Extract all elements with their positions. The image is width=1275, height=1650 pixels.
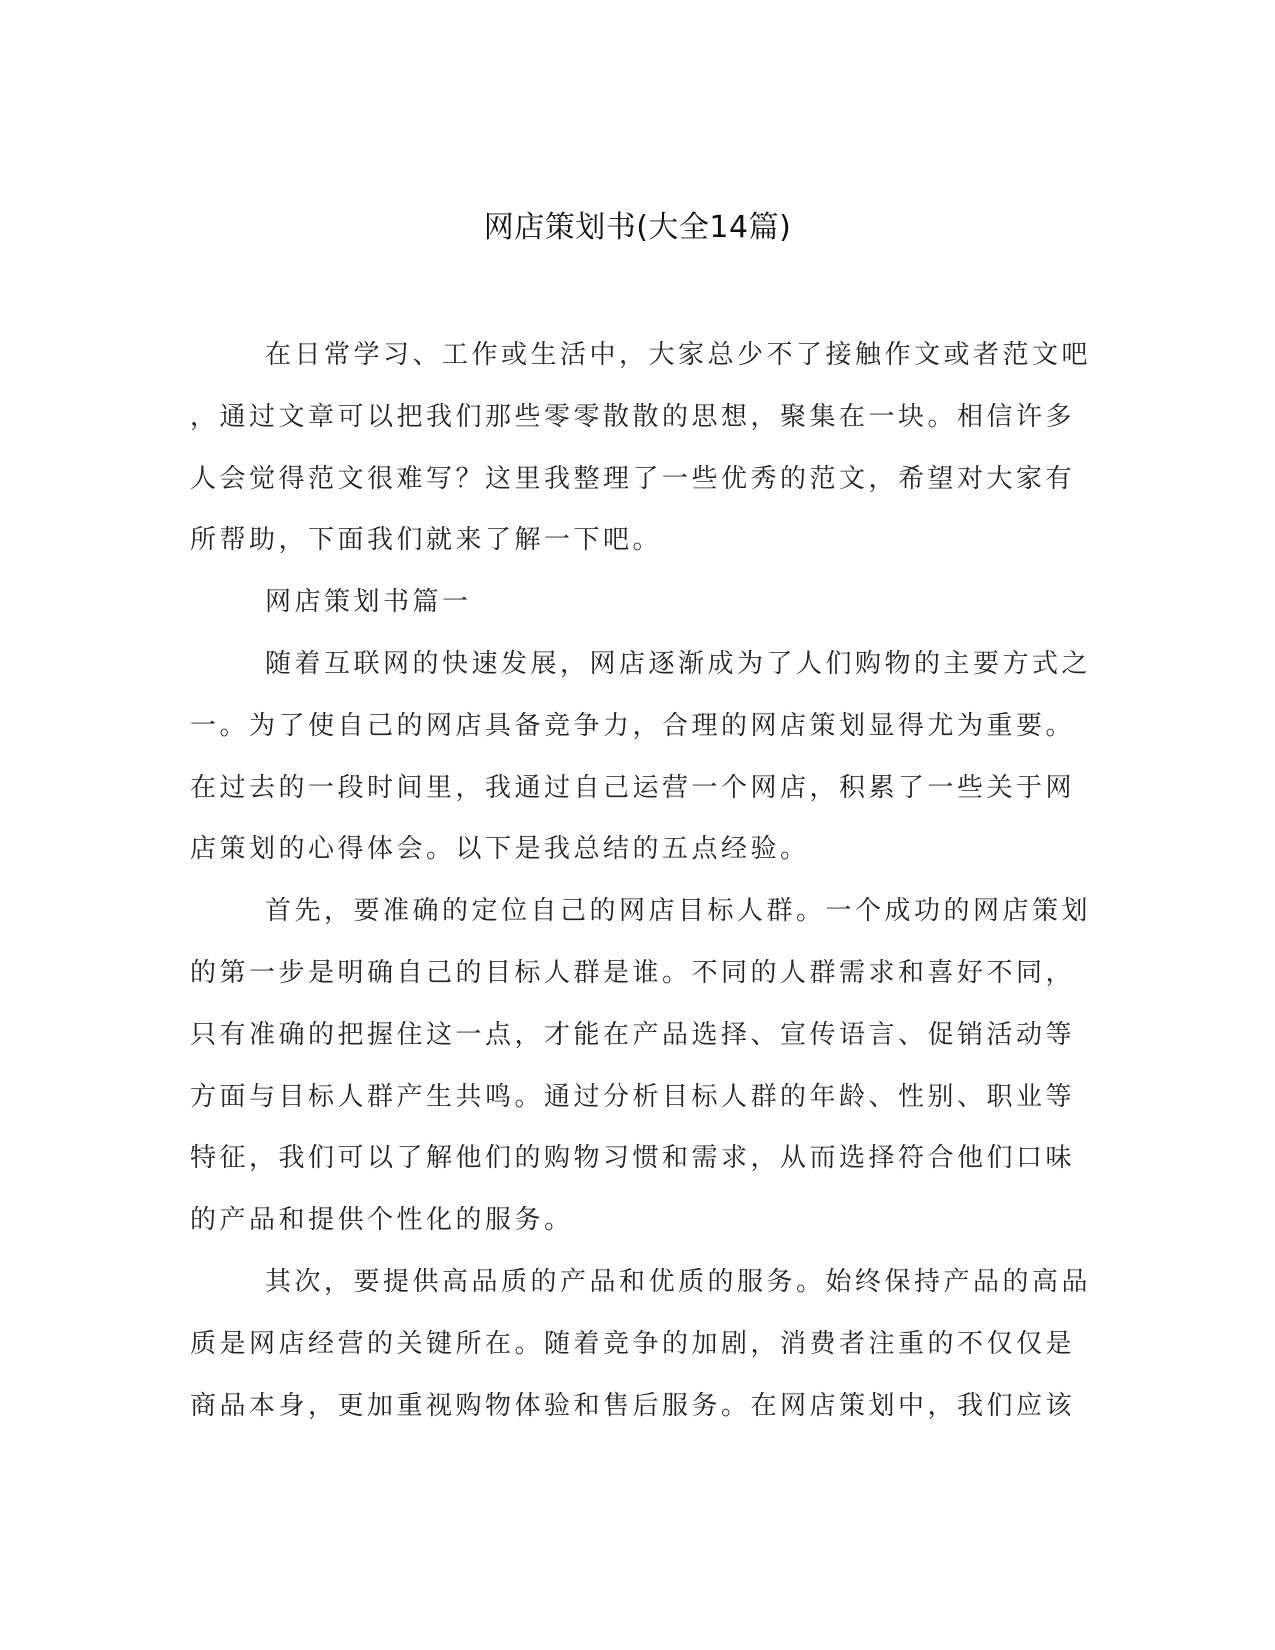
- text-line: 所帮助，下面我们就来了解一下吧。: [190, 525, 663, 556]
- text-line: ，通过文章可以把我们那些零零散散的思想，聚集在一块。相信许多: [190, 401, 1076, 432]
- text-line: 在日常学习、工作或生活中，大家总少不了接触作文或者范文吧: [265, 340, 1092, 370]
- text-line: 其次，要提供高品质的产品和优质的服务。始终保持产品的高品: [265, 1266, 1092, 1297]
- text-line: 人会觉得范文很难写？这里我整理了一些优秀的范文，希望对大家有: [190, 463, 1076, 494]
- document-title: 网店策划书(大全14篇): [483, 210, 792, 245]
- text-line: 方面与目标人群产生共鸣。通过分析目标人群的年龄、性别、职业等: [190, 1081, 1076, 1112]
- text-line: 首先，要准确的定位自己的网店目标人群。一个成功的网店策划: [265, 896, 1092, 927]
- text-line: 网店策划书篇一: [265, 587, 472, 618]
- text-line: 在过去的一段时间里，我通过自己运营一个网店，积累了一些关于网: [190, 772, 1076, 803]
- text-line: 商品本身，更加重视购物体验和售后服务。在网店策划中，我们应该: [190, 1390, 1076, 1421]
- text-line: 随着互联网的快速发展，网店逐渐成为了人们购物的主要方式之: [265, 648, 1092, 679]
- text-line: 的产品和提供个性化的服务。: [190, 1205, 574, 1236]
- text-line: 质是网店经营的关键所在。随着竞争的加剧，消费者注重的不仅仅是: [190, 1328, 1076, 1359]
- text-line: 店策划的心得体会。以下是我总结的五点经验。: [190, 834, 810, 865]
- text-line: 只有准确的把握住这一点，才能在产品选择、宣传语言、促销活动等: [190, 1019, 1076, 1050]
- document-body: [190, 325, 1092, 1437]
- text-line: 特征，我们可以了解他们的购物习惯和需求，从而选择符合他们口味: [190, 1143, 1076, 1174]
- text-line: 的第一步是明确自己的目标人群是谁。不同的人群需求和喜好不同，: [190, 957, 1076, 988]
- text-line: 一。为了使自己的网店具备竞争力，合理的网店策划显得尤为重要。: [190, 710, 1076, 741]
